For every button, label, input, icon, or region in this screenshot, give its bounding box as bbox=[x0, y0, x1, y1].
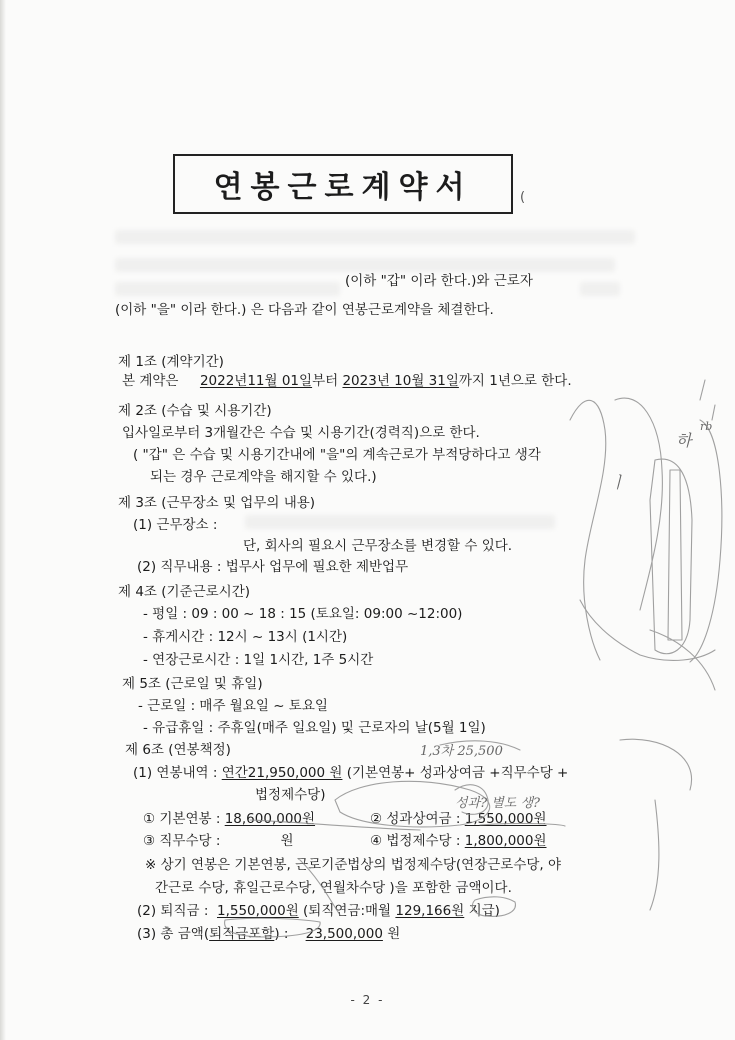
document-title-box bbox=[173, 154, 513, 214]
handwritten-note-c: 하 bbox=[676, 431, 692, 450]
handwritten-note-a: 1,3차 25,500 bbox=[420, 744, 503, 759]
article-3-line-2: 단, 회사의 필요시 근무장소를 변경할 수 있다. bbox=[243, 538, 513, 554]
article-2-title: 제 2조 (수습 및 시용기간) bbox=[118, 403, 272, 419]
salary-breakdown: (기본연봉+ 성과상여금 +직무수당 + bbox=[346, 765, 569, 781]
total-label: (3) 총 금액( bbox=[137, 926, 210, 942]
severance-pension-label: (퇴직연금:매월 bbox=[303, 903, 392, 919]
redacted-block bbox=[115, 230, 635, 244]
legal-allowance-row bbox=[370, 832, 547, 850]
annual-salary: 연간21,950,000 원 bbox=[221, 765, 343, 781]
legal-allowance-label: ④ 법정제수당 : bbox=[370, 833, 461, 849]
salary-label: (1) 연봉내역 : bbox=[133, 765, 218, 781]
article-6-line-1 bbox=[133, 764, 568, 782]
bonus-label: ② 성과상여금 : bbox=[370, 811, 461, 827]
bonus-value: 1,550,000원 bbox=[464, 811, 547, 827]
article-1-post: 까지 1년으로 한다. bbox=[458, 373, 572, 389]
article-5-line-2: - 유급휴일 : 주휴일(매주 일요일) 및 근로자의 날(5월 1일) bbox=[143, 720, 486, 736]
redacted-block bbox=[115, 258, 615, 272]
legal-allowance-value: 1,800,000원 bbox=[464, 833, 547, 849]
article-5-title: 제 5조 (근로일 및 휴일) bbox=[122, 676, 263, 692]
document-title: 연봉근로계약서 bbox=[213, 170, 473, 205]
article-4-title: 제 4조 (기준근로시간) bbox=[118, 584, 251, 600]
severance-value: 1,550,000원 bbox=[216, 903, 299, 919]
article-6-line-2: 법정제수당) bbox=[255, 787, 326, 803]
handwritten-note-e: rb bbox=[700, 420, 713, 433]
article-2-line-1: 입사일로부터 3개월간은 수습 및 시용기간(경력직)으로 한다. bbox=[122, 425, 480, 441]
base-salary-row bbox=[143, 810, 315, 828]
article-5-line-1: - 근로일 : 매주 월요일 ~ 토요일 bbox=[138, 698, 328, 714]
article-1-mid: 부터 bbox=[312, 373, 339, 389]
bonus-row bbox=[370, 810, 547, 828]
article-2-line-2: ( "갑" 은 수습 및 시용기간내에 "을"의 계속근로가 부적당하다고 생각 bbox=[133, 447, 541, 463]
salary-note-line-1: ※ 상기 연봉은 기본연봉, 근로기준법상의 법정제수당(연장근로수당, 야 bbox=[145, 857, 562, 873]
corner-mark: ( bbox=[520, 190, 526, 205]
salary-note-line-2: 간근로 수당, 휴일근로수당, 연월차수당 )을 포함한 금액이다. bbox=[155, 880, 512, 896]
handwritten-note-d: ㅣ bbox=[610, 473, 626, 492]
article-3-line-3: (2) 직무내용 : 법무사 업무에 필요한 제반업무 bbox=[137, 559, 409, 575]
severance-label: (2) 퇴직금 : bbox=[137, 903, 209, 919]
handwritten-note-b: 성과? 별도 생? bbox=[455, 796, 540, 811]
intro-line-1: (이하 "갑" 이라 한다.)와 근로자 bbox=[345, 273, 533, 289]
article-6-title: 제 6조 (연봉책정) bbox=[125, 742, 231, 758]
article-4-line-3: - 연장근로시간 : 1일 1시간, 1주 5시간 bbox=[143, 652, 374, 668]
total-colon: ) : bbox=[274, 926, 289, 942]
redacted-work-location bbox=[245, 515, 555, 529]
article-2-line-3: 되는 경우 근로계약을 해지할 수 있다.) bbox=[150, 469, 377, 485]
article-4-line-1: - 평일 : 09 : 00 ~ 18 : 15 (토요일: 09:00 ~12:00) bbox=[143, 606, 463, 622]
redacted-employee-name bbox=[580, 282, 620, 296]
severance-row bbox=[137, 902, 500, 920]
article-3-title: 제 3조 (근무장소 및 업무의 내용) bbox=[118, 495, 316, 511]
duty-allowance-row bbox=[143, 832, 294, 850]
article-1-line bbox=[122, 372, 572, 390]
contract-end-date: 2023년 10월 31일 bbox=[342, 373, 459, 389]
page-number: - 2 - bbox=[350, 993, 385, 1007]
scan-edge-shadow bbox=[0, 0, 6, 1040]
article-4-line-2: - 휴게시간 : 12시 ~ 13시 (1시간) bbox=[143, 629, 348, 645]
total-unit: 원 bbox=[387, 926, 401, 942]
total-value: 23,500,000 bbox=[305, 926, 383, 942]
total-severance-included: 퇴직금포함 bbox=[209, 926, 275, 942]
contract-start-date: 2022년11월 01일 bbox=[199, 373, 313, 389]
base-salary-label: ① 기본연봉 : bbox=[143, 811, 221, 827]
intro-line-2: (이하 "을" 이라 한다.) 은 다음과 같이 연봉근로계약을 체결한다. bbox=[115, 302, 494, 318]
article-1-pre: 본 계약은 bbox=[122, 373, 179, 389]
base-salary-value: 18,600,000원 bbox=[224, 811, 316, 827]
duty-allowance-label: ③ 직무수당 : bbox=[143, 833, 221, 849]
total-row bbox=[137, 925, 400, 943]
duty-allowance-value: 원 bbox=[280, 833, 294, 849]
severance-end: 지급) bbox=[468, 903, 500, 919]
redacted-employer-name bbox=[115, 282, 340, 296]
severance-monthly-value: 129,166원 bbox=[395, 903, 465, 919]
article-1-title: 제 1조 (계약기간) bbox=[118, 354, 224, 370]
article-3-line-1: (1) 근무장소 : bbox=[133, 517, 218, 533]
